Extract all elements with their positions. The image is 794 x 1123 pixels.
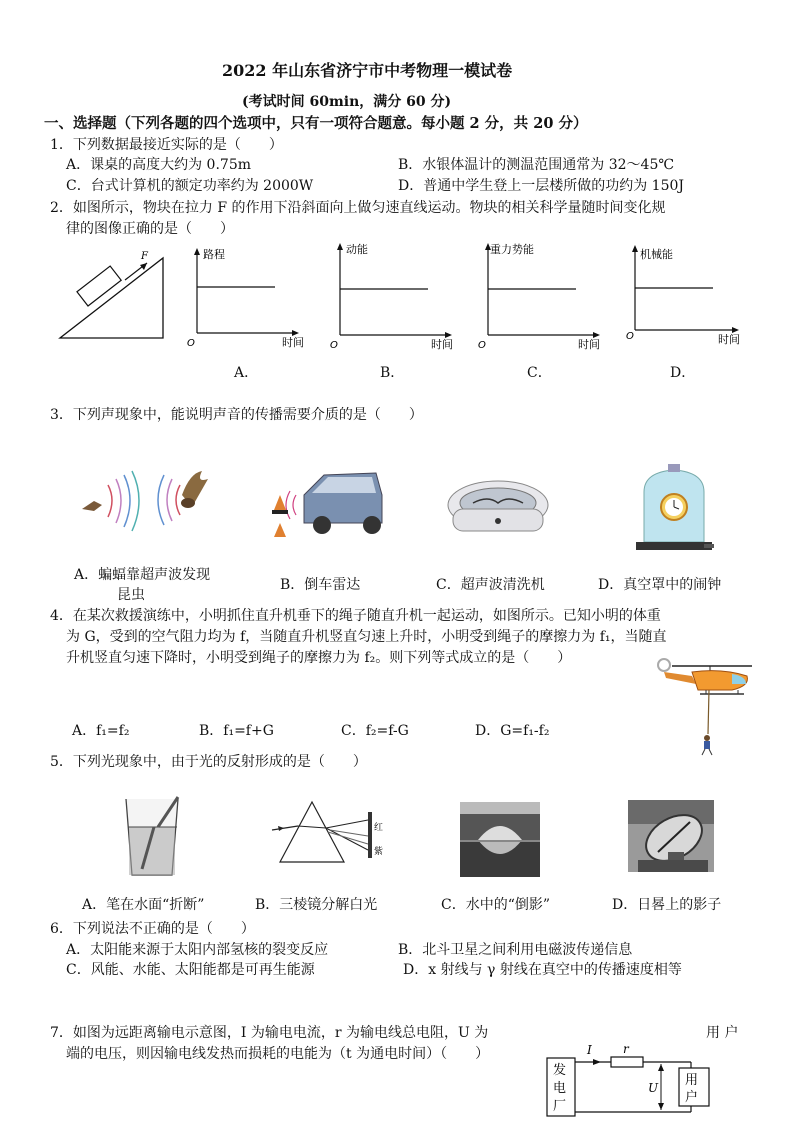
q5-option-b: B．三棱镜分解白光 bbox=[255, 897, 378, 913]
graph-c bbox=[476, 240, 611, 352]
prism-red-label: 红 bbox=[374, 823, 384, 833]
q1-option-b: B．水银体温计的测温范围通常为 32～45℃ bbox=[398, 157, 675, 173]
graph-c-xlabel: 时间 bbox=[578, 338, 600, 351]
resistor bbox=[611, 1057, 643, 1067]
q3-stem: 3．下列声现象中，能说明声音的传播需要介质的是（ ） bbox=[50, 407, 423, 423]
q4-option-b: B．f₁=f+G bbox=[199, 723, 274, 739]
voltage-label: U bbox=[648, 1081, 659, 1095]
q5-option-a: A．笔在水面“折断” bbox=[82, 897, 205, 913]
current-label: I bbox=[587, 1043, 592, 1057]
car-image bbox=[264, 465, 384, 550]
transmission-circuit bbox=[545, 1040, 720, 1120]
q3-option-b: B．倒车雷达 bbox=[280, 577, 361, 593]
q4-option-d: D．G=f₁-f₂ bbox=[475, 723, 550, 739]
q3-option-d: D．真空罩中的闹钟 bbox=[598, 577, 722, 593]
bat-image bbox=[80, 465, 215, 535]
graph-b-xlabel: 时间 bbox=[431, 338, 453, 351]
glass-pencil-image bbox=[120, 795, 185, 880]
q4-line2: 为 G，受到的空气阻力均为 f，当随直升机竖直匀速上升时，小明受到绳子的摩擦力为 f₁，当随直 bbox=[66, 629, 667, 645]
plant-char-2: 电 bbox=[553, 1081, 567, 1096]
section-heading: 一、选择题（下列各题的四个选项中，只有一项符合题意。每小题 2 分，共 20 分） bbox=[44, 115, 588, 132]
q5-option-c: C．水中的“倒影” bbox=[441, 897, 551, 913]
graph-c-option: C． bbox=[527, 365, 552, 381]
q3-option-a-line2: 昆虫 bbox=[117, 587, 145, 603]
bridge-reflection-image bbox=[460, 802, 540, 877]
graph-b-option: B． bbox=[380, 365, 405, 381]
graph-a-origin: O bbox=[187, 338, 195, 349]
graph-d-option: D． bbox=[670, 365, 696, 381]
graph-d-xlabel: 时间 bbox=[718, 333, 740, 346]
q6-option-d: D．x 射线与 γ 射线在真空中的传播速度相等 bbox=[403, 962, 682, 978]
graph-a-ylabel: 路程 bbox=[203, 248, 225, 261]
graph-a-xlabel: 时间 bbox=[282, 336, 304, 349]
graph-d-ylabel: 机械能 bbox=[640, 248, 673, 261]
graph-b bbox=[328, 240, 463, 352]
q7-line1-tail: 用 户 bbox=[706, 1025, 739, 1041]
block bbox=[77, 266, 121, 306]
q5-stem: 5．下列光现象中，由于光的反射形成的是（ ） bbox=[50, 754, 367, 770]
graph-b-ylabel: 动能 bbox=[346, 243, 368, 256]
sundial-image bbox=[628, 800, 714, 872]
q1-option-d: D．普通中学生登上一层楼所做的功约为 150J bbox=[398, 178, 685, 194]
graph-d bbox=[625, 242, 755, 350]
q4-line1: 4．在某次救援演练中，小明抓住直升机垂下的绳子随直升机一起运动，如图所示。已知小明的体重 bbox=[50, 608, 661, 624]
q3-option-a-line1: A．蝙蝠靠超声波发现 bbox=[74, 567, 211, 583]
graph-d-origin: O bbox=[626, 331, 634, 342]
q2-stem-line2: 律的图像正确的是（ ） bbox=[66, 221, 234, 237]
q5-option-d: D．日晷上的影子 bbox=[612, 897, 722, 913]
prism-image bbox=[270, 796, 390, 871]
q6-stem: 6．下列说法不正确的是（ ） bbox=[50, 921, 255, 937]
prism-violet-label: 紫 bbox=[374, 847, 384, 857]
q6-option-a: A．太阳能来源于太阳内部氢核的裂变反应 bbox=[66, 942, 329, 958]
current-arrow bbox=[593, 1059, 601, 1065]
q2-stem-line1: 2．如图所示，物块在拉力 F 的作用下沿斜面向上做匀速直线运动。物块的相关科学量随时间变化规 bbox=[50, 200, 666, 216]
user-char-2: 户 bbox=[685, 1090, 699, 1105]
incline-figure bbox=[55, 250, 170, 345]
q4-option-a: A．f₁=f₂ bbox=[72, 723, 130, 739]
q7-line1: 7．如图为远距离输电示意图，I 为输电电流，r 为输电线总电阻，U 为 bbox=[50, 1025, 489, 1041]
helicopter-image bbox=[652, 652, 757, 757]
graph-c-ylabel: 重力势能 bbox=[490, 243, 534, 256]
plant-char-1: 发 bbox=[553, 1063, 567, 1078]
page-title: 2022 年山东省济宁市中考物理一模试卷 bbox=[222, 61, 513, 80]
q4-line3: 升机竖直匀速下降时，小明受到绳子的摩擦力为 f₂。则下列等式成立的是（ ） bbox=[66, 650, 572, 666]
exam-subtitle: (考试时间 60min，满分 60 分) bbox=[242, 94, 452, 110]
q6-option-c: C．风能、水能、太阳能都是可再生能源 bbox=[66, 962, 315, 978]
force-label: F bbox=[141, 251, 148, 262]
bell-jar-image bbox=[634, 462, 714, 557]
q1-stem: 1．下列数据最接近实际的是（ ） bbox=[50, 137, 283, 153]
q3-option-c: C．超声波清洗机 bbox=[436, 577, 545, 593]
graph-a-option: A． bbox=[234, 365, 259, 381]
q1-option-a: A．课桌的高度大约为 0.75m bbox=[66, 157, 252, 173]
q4-option-c: C．f₂=f-G bbox=[341, 723, 409, 739]
resistance-label: r bbox=[623, 1042, 629, 1056]
q6-option-b: B．北斗卫星之间利用电磁波传递信息 bbox=[398, 942, 633, 958]
graph-c-origin: O bbox=[478, 340, 486, 351]
q7-line2: 端的电压，则因输电线发热而损耗的电能为（t 为通电时间）（ ） bbox=[66, 1046, 490, 1062]
user-char-1: 用 bbox=[685, 1073, 699, 1088]
q1-option-c: C．台式计算机的额定功率约为 2000W bbox=[66, 178, 314, 194]
graph-a bbox=[185, 245, 310, 350]
plant-char-3: 厂 bbox=[553, 1099, 567, 1114]
ultrasonic-cleaner-image bbox=[443, 475, 553, 545]
graph-b-origin: O bbox=[330, 340, 338, 351]
